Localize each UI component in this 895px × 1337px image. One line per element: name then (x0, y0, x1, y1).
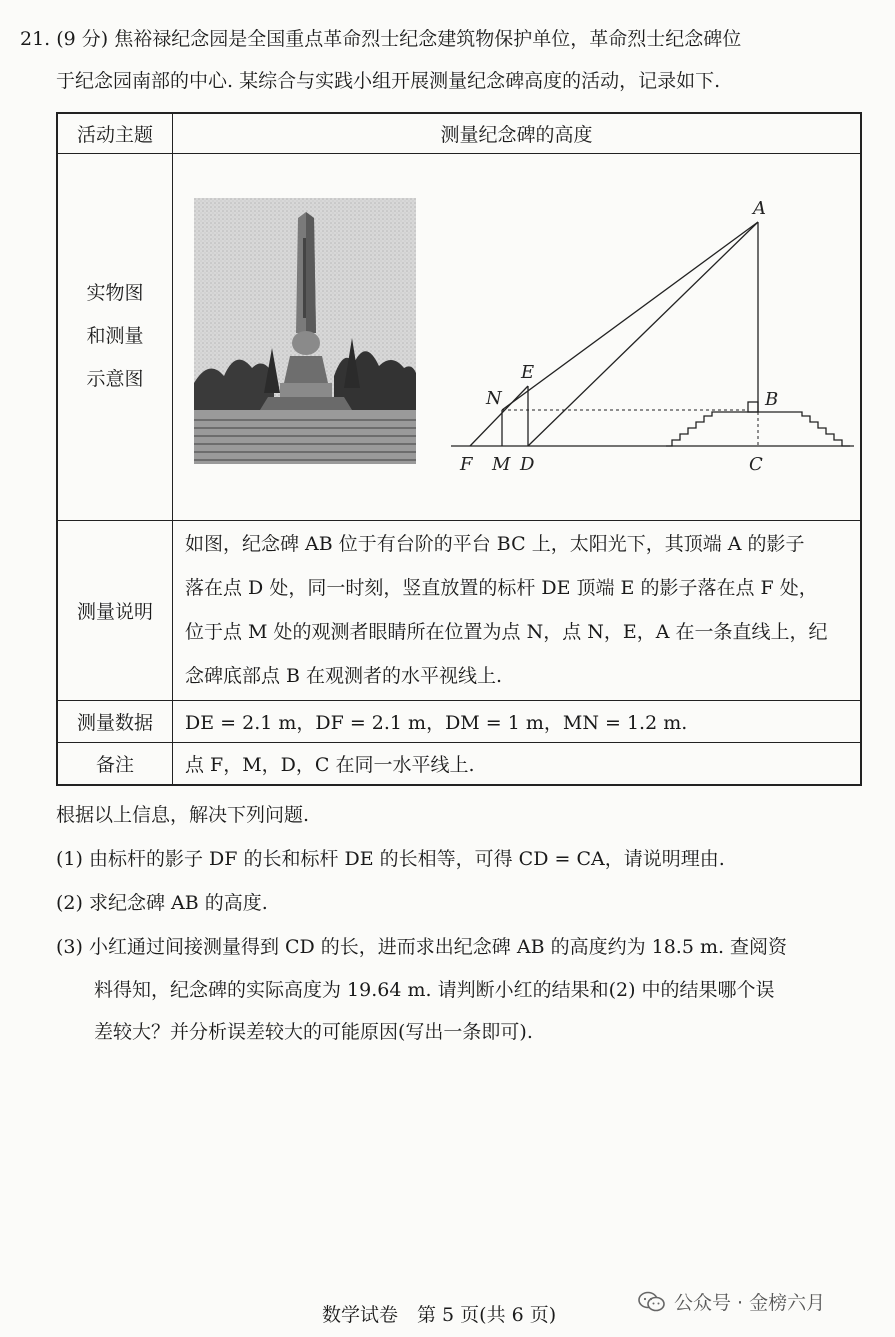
watermark (638, 1288, 825, 1315)
table-row (57, 700, 861, 742)
point-label-F: F (460, 454, 473, 475)
description-line: 如图，纪念碑 AB 位于有台阶的平台 BC 上，太阳光下，其顶端 A 的影子 (185, 533, 805, 555)
questions-intro: 根据以上信息，解决下列问题. (56, 804, 310, 826)
point-label-E: E (521, 362, 535, 383)
figure-label-line: 实物图 (86, 282, 144, 304)
table-row (57, 153, 861, 520)
figure-cell (173, 153, 862, 520)
table-row (57, 742, 861, 785)
point-label-B: B (765, 389, 779, 410)
problem-intro-line-1: 21. (9 分) 焦裕禄纪念园是全国重点革命烈士纪念建筑物保护单位，革命烈士纪念碑位 (20, 28, 742, 50)
description-line: 落在点 D 处，同一时刻，竖直放置的标杆 DE 顶端 E 的影子落在点 F 处， (185, 577, 818, 599)
question-2: (2) 求纪念碑 AB 的高度. (56, 892, 268, 914)
figure-label-line: 示意图 (86, 368, 144, 390)
figure-label (57, 153, 173, 520)
measurement-data-value: DE = 2.1 m，DF = 2.1 m，DM = 1 m，MN = 1.2 m. (173, 700, 862, 742)
activity-topic-label: 活动主题 (57, 113, 173, 153)
page-footer: 数学试卷 第 5 页(共 6 页) (322, 1304, 557, 1326)
question-3-line-1: (3) 小红通过间接测量得到 CD 的长，进而求出纪念碑 AB 的高度约为 18.5 m. 查阅资 (56, 936, 788, 958)
description-line: 念碑底部点 B 在观测者的水平视线上. (185, 665, 503, 687)
table-row (57, 113, 861, 153)
point-label-C: C (749, 454, 763, 475)
problem-intro-line-2: 于纪念园南部的中心. 某综合与实践小组开展测量纪念碑高度的活动，记录如下. (56, 70, 721, 92)
measurement-description-label: 测量说明 (57, 520, 173, 700)
question-3-line-3: 差较大？并分析误差较大的可能原因(写出一条即可). (94, 1021, 533, 1043)
watermark-text: 公众号 · 金榜六月 (674, 1292, 826, 1314)
measurement-description (173, 520, 862, 700)
wechat-icon (638, 1291, 666, 1313)
remark-value: 点 F，M，D，C 在同一水平线上. (173, 742, 862, 785)
point-label-M: M (492, 454, 511, 475)
table-row (57, 520, 861, 700)
remark-label: 备注 (57, 742, 173, 785)
point-label-A: A (753, 198, 766, 219)
description-line: 位于点 M 处的观测者眼睛所在位置为点 N，点 N，E，A 在一条直线上，纪 (185, 621, 828, 643)
activity-topic-value: 测量纪念碑的高度 (173, 113, 862, 153)
point-label-D: D (520, 454, 535, 475)
activity-record-table (56, 112, 862, 786)
figure-label-line: 和测量 (86, 325, 144, 347)
measurement-data-label: 测量数据 (57, 700, 173, 742)
question-3-line-2: 料得知，纪念碑的实际高度为 19.64 m. 请判断小红的结果和(2) 中的结果哪个误 (94, 979, 775, 1001)
point-label-N: N (486, 388, 502, 409)
question-1: (1) 由标杆的影子 DF 的长和标杆 DE 的长相等，可得 CD = CA，请说明理由. (56, 848, 725, 870)
